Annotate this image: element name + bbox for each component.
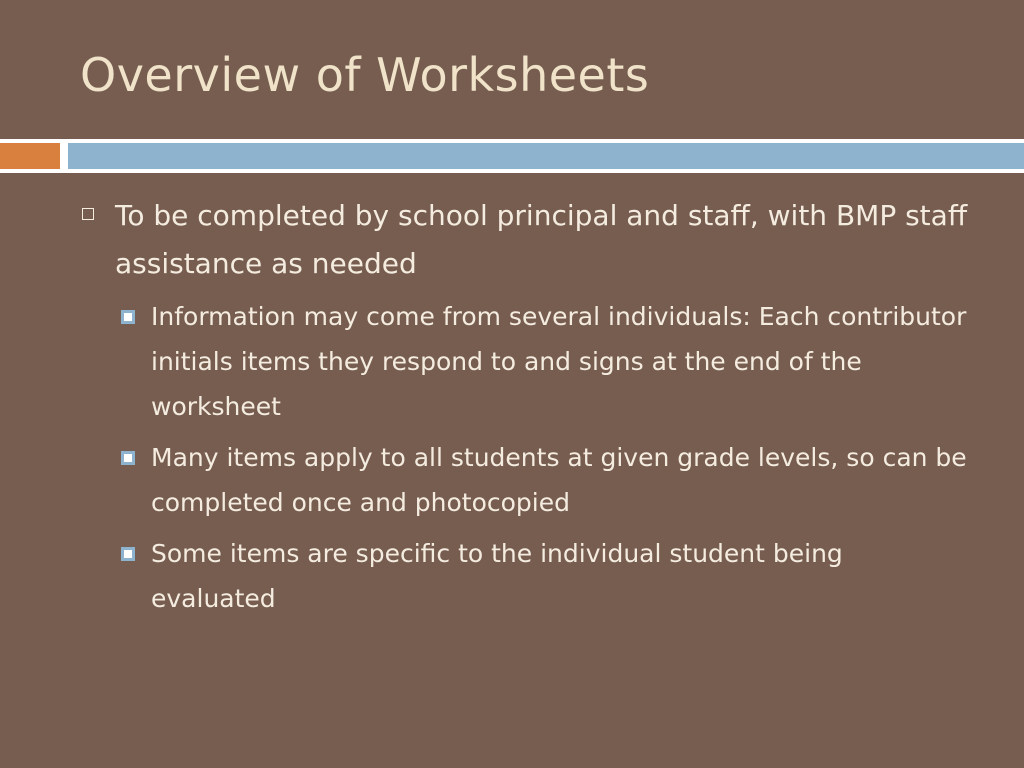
sub-bullet-list xyxy=(80,294,980,621)
hollow-square-bullet-icon xyxy=(82,208,94,220)
filled-square-bullet-icon xyxy=(121,547,135,561)
slide-body xyxy=(80,192,980,627)
slide-title: Overview of Worksheets xyxy=(80,48,650,102)
sub-bullet-item xyxy=(118,531,971,621)
sub-bullet-item xyxy=(118,294,971,429)
filled-square-bullet-icon xyxy=(121,310,135,324)
filled-square-bullet-icon xyxy=(121,451,135,465)
sub-bullet-text: Many items apply to all students at given grade levels, so can be completed once and photocopied xyxy=(151,443,967,517)
bullet-item xyxy=(80,192,980,288)
bullet-text: To be completed by school principal and staff, with BMP staff assistance as needed xyxy=(115,199,968,280)
sub-bullet-text: Information may come from several individuals: Each contributor initials items they respond to and signs at the end of the worksheet xyxy=(151,302,967,421)
sub-bullet-item xyxy=(118,435,971,525)
divider-orange-accent xyxy=(0,143,60,169)
sub-bullet-text: Some items are specific to the individual student being evaluated xyxy=(151,539,843,613)
divider-blue-bar xyxy=(68,143,1024,169)
